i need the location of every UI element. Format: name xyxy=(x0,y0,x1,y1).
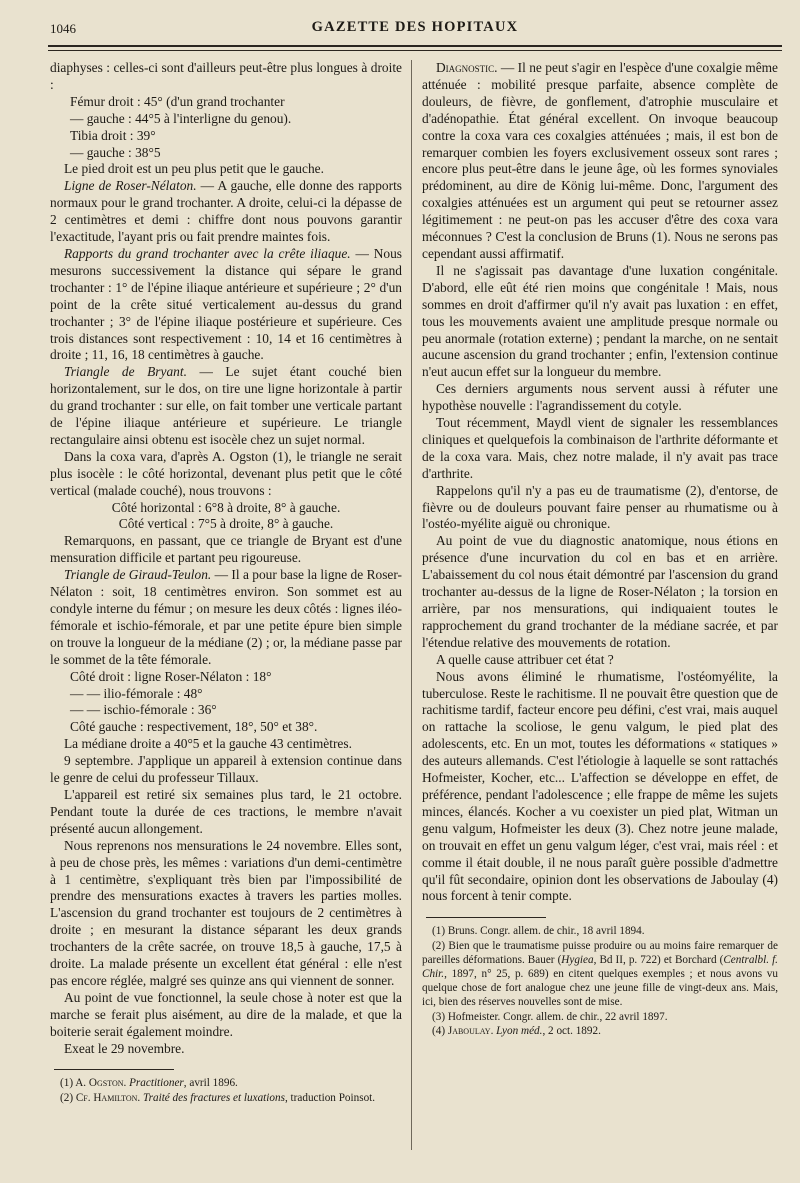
paragraph-text: — Il a pour base la ligne de Roser-Nélaton : soit, 18 centimètres environ. Son sommet est au condyle interne du fémur ; on mesure les deux côtés : lignes iléo-fémorale et ischio-fémorale, et par une petite épure bien simple on trouve la longueur de la médiane (2) ; or, la médiane passe par le sommet de la tête fémorale. xyxy=(50,567,402,667)
footnote-text: , 1897, n° 25, p. 689) en citent quelques exemples ; et nous avons vu quelque chose de fort analogue chez une jeune fille de vingt-deux ans. Mais, ici, bien des réserves nouvelles sont de mise. xyxy=(422,967,778,1009)
paragraph-text: — Le sujet étant couché bien horizontalement, sur le dos, on tire une ligne horizontale à partir du grand trochanter : sur elle, on fait tomber une verticale partant de l'épine iliaque antérieure et supérieure. Le triangle rectangulaire ainsi obtenu est isocèle chez un sujet normal. xyxy=(50,364,402,447)
paragraph: 9 septembre. J'applique un appareil à extension continue dans le genre de celui du professeur Tillaux. xyxy=(50,753,402,786)
footnotes-right xyxy=(422,924,778,1038)
footnote-author: (1) A. Ogston. xyxy=(60,1077,130,1090)
footnote-author: (4) Jaboulay. xyxy=(432,1024,497,1037)
paragraph: diaphyses : celles-ci sont d'ailleurs peut-être plus longues à droite : xyxy=(50,60,402,92)
femur-tibia-measurements xyxy=(70,94,402,162)
paragraph: Tout récemment, Maydl vient de signaler les ressemblances cliniques et quelquefois la combinaison de l'arthrite déformante et de la coxa vara. Mais, chez notre malade, il n'y avait pas trace d'arthrite. xyxy=(422,415,778,481)
footnote-rule xyxy=(54,1069,174,1070)
page-number: 1046 xyxy=(50,21,76,36)
footnote-author: (2) Cf. Hamilton. xyxy=(60,1091,144,1104)
running-title: GAZETTE DES HOPITAUX xyxy=(311,19,519,35)
measure-femur-right: Fémur droit : 45° (d'un grand trochanter xyxy=(70,93,285,109)
paragraph-text: — Nous mesurons successivement la distance qui sépare le grand trochanter : 1° de l'épine iliaque antérieure et supérieure ; 2° d'un point de la crête situé verticalement au-dessus du grand trochanter ; 3° de l'épine iliaque postérieure et supérieure. Ces trois distances sont respectivement : 10, 14 et 16 centimètres à droite ; 11, 16, 18 centimètres à gauche. xyxy=(50,245,402,363)
paragraph: Au point de vue fonctionnel, la seule chose à noter est que la marche se ferait plus aisément, au dire de la malade, et que la boiterie serait également moindre. xyxy=(50,989,402,1039)
footnote-3: (3) Hofmeister. Congr. allem. de chir., 22 avril 1897. xyxy=(432,1010,668,1023)
footnote-text: (2) Bien que le traumatisme puisse produire ou au moins faire remarquer de pareilles déformations. Bauer ( xyxy=(422,939,778,966)
footnote-1: (1) Bruns. Congr. allem. de chir., 18 avril 1894. xyxy=(432,925,645,938)
paragraph: A quelle cause attribuer cet état ? xyxy=(436,651,614,667)
footnote-source: Lyon méd. xyxy=(496,1024,543,1037)
footnote-text: , avril 1896. xyxy=(183,1077,238,1090)
left-column xyxy=(50,60,402,1158)
paragraph: Il ne s'agissait pas davantage d'une luxation congénitale. D'abord, elle eût été rien moins que congénitale ! Mais, nous sommes en droit d'affirmer qu'il n'y avait pas luxation : en effet, tous les mouvements avaient une amplitude presque normale ou peu anormale (rotation externe) ; pendant la marche, on ne sentait aucune ascension du grand trochanter ; enfin, l'extension continue n'eut aucun effet sur la longueur du membre. xyxy=(422,262,778,380)
column-divider xyxy=(411,60,412,1150)
paragraph: Nous reprenons nos mensurations le 24 novembre. Elles sont, à peu de chose près, les mêmes : variations d'un demi-centimètre à 1 centimètre, s'expliquant très bien par l'impossibilité de prendre des mensurations exactes à travers les parties molles. L'ascension du grand trochanter est toujours de 2 centimètres à droite ; en mesurant la distance séparant les deux grands trochanters de la crête sacrée, on trouve 18,5 à gauche, 17,5 à droite. La malade présente un excellent état général : elle n'est pas encore réglée, malgré ses quinze ans qui viennent de sonner. xyxy=(50,837,402,988)
footnote-text: , Bd II, p. 722) et Borchard ( xyxy=(593,953,724,966)
paragraph-giraud-teulon xyxy=(50,567,402,668)
footnote-source: Practitioner xyxy=(129,1077,184,1090)
footnote-2 xyxy=(50,1091,402,1105)
measure-tibia-left: — gauche : 38°5 xyxy=(70,144,161,160)
paragraph: Exeat le 29 novembre. xyxy=(64,1040,185,1056)
paragraph-roser-nelaton xyxy=(50,178,402,246)
measure-femur-left: — gauche : 44°5 à l'interligne du genou). xyxy=(70,110,292,126)
measure-line: Côté droit : ligne Roser-Nélaton : 18° xyxy=(70,668,272,684)
paragraph: Rappelons qu'il n'y a pas eu de traumatisme (2), d'entorse, de fièvre ou de douleurs pouvant faire penser au rhumatisme ou à l'ostéo-myélite aiguë ou chronique. xyxy=(422,482,778,532)
footnote-rule xyxy=(426,917,546,918)
section-title: Ligne de Roser-Nélaton. xyxy=(64,178,197,194)
footnote-2 xyxy=(422,939,778,1010)
section-title: Rapports du grand trochanter avec la crête iliaque. xyxy=(64,245,351,261)
paragraph: Dans la coxa vara, d'après A. Ogston (1), le triangle ne serait plus isocèle : le côté horizontal, devenant plus petit que le côté vertical (malade couché), nous trouvons : xyxy=(50,448,402,498)
measure-line: — — ilio-fémorale : 48° xyxy=(70,685,203,701)
right-column xyxy=(422,60,778,1158)
section-title: Triangle de Bryant. xyxy=(64,364,187,380)
section-title: Diagnostic. xyxy=(436,60,498,75)
header-rule-thick xyxy=(48,45,782,47)
footnote-source: Traité des fractures et luxations xyxy=(143,1091,285,1104)
footnote-source: Hygiea xyxy=(561,953,594,966)
footnote-source: Centralbl. f. Chir. xyxy=(422,953,778,980)
triangle-measurements xyxy=(70,669,402,737)
section-title: Triangle de Giraud-Teulon. xyxy=(64,567,212,583)
measure-line: — — ischio-fémorale : 36° xyxy=(70,702,217,718)
paragraph: La médiane droite a 40°5 et la gauche 43 centimètres. xyxy=(64,736,352,752)
footnote-1 xyxy=(50,1076,402,1090)
measure-line: Côté gauche : respectivement, 18°, 50° et 38°. xyxy=(70,719,318,735)
paragraph-diagnostic xyxy=(422,60,778,263)
paragraph-text: — Il ne peut s'agir en l'espèce d'une coxalgie même atténuée : mobilité presque parfaite, absence complète de douleurs, de fièvre, de gonflement, d'atrophie musculaire et d'adénopathie. État général excellent. On invoque beaucoup contre la coxa vara ces coxalgies atténuées ; mais, il est bon de remarquer combien les foyers exclusivement osseux sont rares ; encore plus peut-être dans le jeune âge, où les formes synoviales prédominent, au dire de König lui-même. Donc, l'argument des coxalgies atténuées est un argument qui peut se retourner assez légitimement : ne peut-on pas les accuser d'être des coxa vara méconnues ? C'est la conclusion de Bruns (1). Nous ne serons pas cependant aussi affirmatif. xyxy=(422,60,778,261)
footnote-4 xyxy=(422,1024,778,1038)
footnotes-left xyxy=(50,1076,402,1104)
header-rule-thin xyxy=(48,50,782,51)
paragraph: L'appareil est retiré six semaines plus tard, le 21 octobre. Pendant toute la durée de ces tractions, le membre n'avait présenté aucun allongement. xyxy=(50,786,402,836)
paragraph: Le pied droit est un peu plus petit que le gauche. xyxy=(64,161,324,177)
footnote-text: , traduction Poinsot. xyxy=(284,1091,376,1104)
paragraph: Nous avons éliminé le rhumatisme, l'ostéomyélite, la tuberculose. Reste le rachitisme. Il ne pouvait être question que de rachitisme tardif, facteur encore peu défini, c'est vrai, mais auquel on rattache la scoliose, le genu valgum, le pied plat des adolescents, etc. En un mot, toutes les déformations « statiques » des auteurs allemands. C'est l'étiologie à laquelle se sont rattachés Hofmeister, Kocher, etc... L'affection se développe en effet, de préférence, pendant l'adolescence ; elle frappe de même les sujets minces, élancés. Kocher a vu coexister un pied plat, Witman un genu valgum, Hofmeister les deux (3). Chez notre jeune malade, on trouvait en effet un genu valgum léger, c'est vrai, mais réel : et comme il était double, il ne nous paraît guère possible d'admettre qu'il fût secondaire, opinion dont les observations de Jaboulay (4) nous forcent à tenir compte. xyxy=(422,668,778,904)
paragraph: Remarquons, en passant, que ce triangle de Bryant est d'une mensuration difficile et partant peu rigoureuse. xyxy=(50,533,402,566)
footnote-text: , 2 oct. 1892. xyxy=(542,1024,601,1037)
measure-cote-vertical: Côté vertical : 7°5 à droite, 8° à gauche. xyxy=(118,516,334,532)
measure-cote-horizontal: Côté horizontal : 6°8 à droite, 8° à gauche. xyxy=(111,499,341,515)
paragraph-rapports xyxy=(50,246,402,364)
paragraph-bryant xyxy=(50,364,402,449)
page-header xyxy=(50,18,780,42)
paragraph-text: — A gauche, elle donne des rapports normaux pour le grand trochanter. A droite, celui-ci la dépasse de 2 centimètres et demi : chiffre dont nous pouvons garantir l'exactitude, l'ayant pris ou fait prendre maintes fois. xyxy=(50,178,402,245)
paragraph: Au point de vue du diagnostic anatomique, nous étions en présence d'une incurvation du col en bas et en arrière. L'abaissement du col nous était démontré par l'ascension du grand trochanter au-dessus de la ligne de Roser-Nélaton ; la torsion en arrière, par nos mensurations, qui indiquaient toutes le rapprochement du grand trochanter de la médiane sacrée, et par l'étendue relative des mouvements de rotation. xyxy=(422,533,778,650)
measure-tibia-right: Tibia droit : 39° xyxy=(70,127,156,143)
paragraph: Ces derniers arguments nous servent aussi à réfuter une hypothèse nouvelle : l'agrandissement du cotyle. xyxy=(422,381,778,414)
